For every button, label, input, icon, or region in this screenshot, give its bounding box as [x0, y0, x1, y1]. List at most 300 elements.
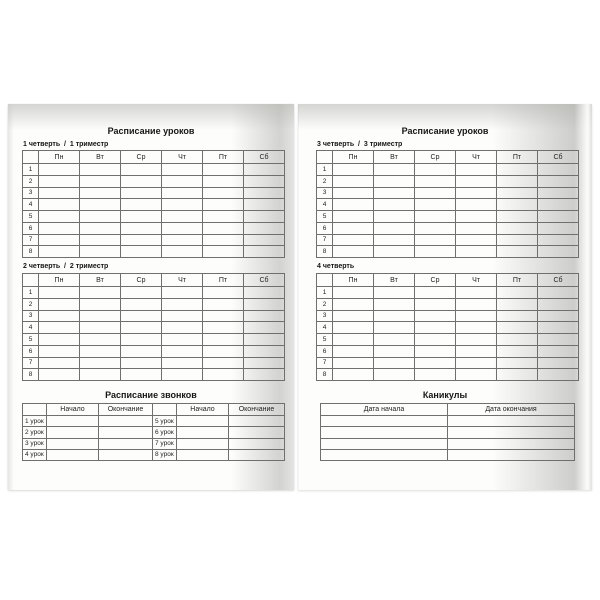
empty-cell — [538, 246, 579, 258]
table-row — [23, 287, 285, 299]
table-row — [317, 345, 579, 357]
header-cell: Пт — [203, 151, 244, 164]
table-row — [317, 222, 579, 234]
empty-cell — [374, 369, 415, 381]
empty-cell — [203, 164, 244, 176]
empty-cell — [162, 310, 203, 322]
table-row — [317, 322, 579, 334]
grid — [320, 403, 575, 461]
label-cell: 4 — [317, 199, 333, 211]
table-row — [23, 322, 285, 334]
empty-cell — [39, 357, 80, 369]
empty-cell — [39, 199, 80, 211]
header-cell: Пт — [497, 274, 538, 287]
empty-cell — [203, 199, 244, 211]
empty-cell — [203, 287, 244, 299]
empty-cell — [244, 246, 285, 258]
empty-cell — [333, 298, 374, 310]
label-cell: 6 — [23, 345, 39, 357]
right-page — [298, 104, 592, 490]
empty-cell — [47, 449, 99, 460]
header-cell: Вт — [80, 274, 121, 287]
label-cell: 5 — [23, 211, 39, 223]
empty-cell — [456, 310, 497, 322]
empty-cell — [39, 334, 80, 346]
empty-cell — [333, 357, 374, 369]
quarter-3-label: 3 четверть / 3 триместр — [317, 141, 403, 148]
empty-cell — [244, 334, 285, 346]
empty-cell — [333, 222, 374, 234]
table-row — [321, 427, 575, 438]
empty-cell — [244, 211, 285, 223]
empty-cell — [538, 357, 579, 369]
empty-cell — [456, 175, 497, 187]
empty-cell — [538, 222, 579, 234]
empty-cell — [415, 357, 456, 369]
empty-cell — [374, 222, 415, 234]
empty-cell — [162, 175, 203, 187]
empty-cell — [39, 345, 80, 357]
header-cell: Чт — [162, 274, 203, 287]
empty-cell — [497, 164, 538, 176]
table-row — [321, 449, 575, 460]
header-cell: Начало — [47, 404, 99, 416]
header-cell: Дата начала — [321, 404, 448, 416]
empty-cell — [244, 357, 285, 369]
empty-cell — [456, 234, 497, 246]
empty-cell — [99, 427, 153, 438]
label-cell: 7 урок — [153, 438, 177, 449]
vacations-title: Каникулы — [422, 390, 468, 400]
table-row — [321, 416, 575, 427]
empty-cell — [321, 427, 448, 438]
label-cell: 4 — [23, 322, 39, 334]
label-cell: 7 — [23, 357, 39, 369]
empty-cell — [39, 175, 80, 187]
table-row — [23, 234, 285, 246]
empty-cell — [538, 334, 579, 346]
empty-cell — [203, 246, 244, 258]
label-cell: 4 — [23, 199, 39, 211]
label-cell: 1 — [317, 164, 333, 176]
table-row — [317, 357, 579, 369]
empty-cell — [80, 298, 121, 310]
table-row — [317, 164, 579, 176]
empty-cell — [80, 211, 121, 223]
empty-cell — [162, 164, 203, 176]
header-cell: Сб — [538, 151, 579, 164]
empty-cell — [203, 175, 244, 187]
empty-cell — [244, 175, 285, 187]
empty-cell — [374, 287, 415, 299]
empty-cell — [39, 164, 80, 176]
empty-cell — [203, 222, 244, 234]
empty-cell — [448, 449, 575, 460]
empty-cell — [374, 298, 415, 310]
table-row — [317, 234, 579, 246]
label-cell: 6 урок — [153, 427, 177, 438]
header-row — [23, 404, 285, 416]
empty-cell — [80, 345, 121, 357]
header-row — [23, 274, 285, 287]
empty-cell — [321, 449, 448, 460]
vacations-table — [320, 403, 574, 461]
empty-cell — [333, 164, 374, 176]
empty-cell — [203, 345, 244, 357]
label-cell: 5 — [317, 211, 333, 223]
header-cell: Ср — [415, 151, 456, 164]
bells-schedule-table — [22, 403, 284, 461]
label-cell: 4 — [317, 322, 333, 334]
empty-cell — [229, 449, 285, 460]
header-cell: Пн — [333, 274, 374, 287]
empty-cell — [162, 246, 203, 258]
empty-cell — [229, 438, 285, 449]
label-cell: 8 — [23, 246, 39, 258]
empty-cell — [121, 298, 162, 310]
empty-cell — [415, 187, 456, 199]
empty-cell — [497, 175, 538, 187]
empty-cell — [162, 345, 203, 357]
empty-cell — [244, 345, 285, 357]
empty-cell — [203, 369, 244, 381]
label-cell: 5 урок — [153, 416, 177, 427]
empty-cell — [415, 322, 456, 334]
page-title: Расписание уроков — [107, 126, 195, 136]
empty-cell — [39, 211, 80, 223]
label-cell: 7 — [317, 357, 333, 369]
empty-cell — [374, 322, 415, 334]
empty-cell — [448, 427, 575, 438]
empty-cell — [456, 345, 497, 357]
label-cell: 8 — [317, 369, 333, 381]
header-cell: Чт — [456, 151, 497, 164]
empty-cell — [244, 234, 285, 246]
empty-cell — [39, 322, 80, 334]
table-row — [23, 449, 285, 460]
lesson-table-quarter-1 — [22, 150, 284, 258]
empty-cell — [415, 234, 456, 246]
header-row — [317, 151, 579, 164]
empty-cell — [47, 416, 99, 427]
header-cell: Чт — [456, 274, 497, 287]
empty-cell — [333, 234, 374, 246]
empty-cell — [244, 322, 285, 334]
empty-cell — [39, 234, 80, 246]
table-row — [23, 427, 285, 438]
header-cell: Пн — [39, 274, 80, 287]
empty-header-cell — [317, 151, 333, 164]
empty-cell — [415, 211, 456, 223]
table-row — [23, 211, 285, 223]
empty-cell — [538, 345, 579, 357]
label-cell: 5 — [317, 334, 333, 346]
label-cell: 2 — [317, 175, 333, 187]
header-cell: Вт — [374, 274, 415, 287]
empty-cell — [80, 334, 121, 346]
empty-cell — [415, 287, 456, 299]
empty-cell — [39, 369, 80, 381]
empty-cell — [121, 187, 162, 199]
empty-cell — [121, 246, 162, 258]
header-row — [23, 151, 285, 164]
grid — [22, 273, 285, 381]
empty-cell — [538, 310, 579, 322]
quarter-2-label: 2 четверть / 2 триместр — [23, 263, 109, 270]
label-cell: 2 урок — [23, 427, 47, 438]
empty-cell — [177, 416, 229, 427]
empty-cell — [121, 199, 162, 211]
empty-cell — [497, 287, 538, 299]
label-cell: 8 урок — [153, 449, 177, 460]
table-row — [321, 438, 575, 449]
table-row — [23, 357, 285, 369]
empty-cell — [121, 234, 162, 246]
label-cell: 3 — [23, 187, 39, 199]
empty-cell — [456, 322, 497, 334]
empty-cell — [456, 222, 497, 234]
empty-cell — [121, 369, 162, 381]
grid — [316, 150, 579, 258]
empty-cell — [80, 287, 121, 299]
empty-cell — [497, 246, 538, 258]
empty-cell — [448, 438, 575, 449]
empty-cell — [203, 334, 244, 346]
empty-cell — [415, 369, 456, 381]
empty-cell — [538, 199, 579, 211]
quarter-1-label: 1 четверть / 1 триместр — [23, 141, 109, 148]
empty-cell — [121, 334, 162, 346]
empty-cell — [203, 310, 244, 322]
header-cell: Дата окончания — [448, 404, 575, 416]
empty-cell — [333, 211, 374, 223]
quarter-4-label: 4 четверть — [317, 263, 355, 270]
empty-header-cell — [317, 274, 333, 287]
table-row — [23, 345, 285, 357]
empty-cell — [374, 199, 415, 211]
empty-cell — [244, 164, 285, 176]
label-cell: 1 — [23, 287, 39, 299]
empty-cell — [162, 287, 203, 299]
grid — [316, 273, 579, 381]
empty-cell — [497, 211, 538, 223]
empty-cell — [538, 287, 579, 299]
header-cell: Ср — [415, 274, 456, 287]
table-row — [317, 246, 579, 258]
label-cell: 6 — [317, 345, 333, 357]
empty-cell — [538, 164, 579, 176]
empty-cell — [497, 322, 538, 334]
empty-cell — [121, 357, 162, 369]
empty-cell — [538, 234, 579, 246]
empty-cell — [415, 222, 456, 234]
header-cell: Сб — [244, 274, 285, 287]
empty-cell — [121, 322, 162, 334]
empty-cell — [162, 187, 203, 199]
empty-cell — [80, 164, 121, 176]
empty-cell — [497, 310, 538, 322]
empty-header-cell — [23, 151, 39, 164]
header-cell: Окончание — [99, 404, 153, 416]
empty-cell — [162, 234, 203, 246]
label-cell: 2 — [317, 298, 333, 310]
empty-cell — [456, 334, 497, 346]
label-cell: 8 — [23, 369, 39, 381]
empty-cell — [415, 310, 456, 322]
empty-cell — [456, 199, 497, 211]
table-row — [23, 175, 285, 187]
header-cell: Чт — [162, 151, 203, 164]
grid — [22, 403, 285, 461]
label-cell: 7 — [317, 234, 333, 246]
table-row — [23, 334, 285, 346]
header-cell: Вт — [80, 151, 121, 164]
label-cell: 8 — [317, 246, 333, 258]
label-cell: 4 урок — [23, 449, 47, 460]
empty-cell — [229, 416, 285, 427]
empty-cell — [244, 298, 285, 310]
header-cell: Сб — [244, 151, 285, 164]
empty-cell — [497, 234, 538, 246]
empty-cell — [321, 416, 448, 427]
header-cell: Вт — [374, 151, 415, 164]
label-cell: 3 — [317, 187, 333, 199]
label-cell: 3 — [317, 310, 333, 322]
header-cell: Сб — [538, 274, 579, 287]
empty-cell — [333, 199, 374, 211]
header-cell: Окончание — [229, 404, 285, 416]
empty-cell — [415, 164, 456, 176]
empty-cell — [333, 322, 374, 334]
header-cell: Ср — [121, 151, 162, 164]
empty-cell — [47, 438, 99, 449]
empty-cell — [244, 310, 285, 322]
lesson-table-quarter-4 — [316, 273, 578, 381]
label-cell: 5 — [23, 334, 39, 346]
empty-cell — [374, 246, 415, 258]
empty-cell — [538, 298, 579, 310]
empty-header-cell — [23, 274, 39, 287]
empty-cell — [80, 175, 121, 187]
empty-cell — [80, 322, 121, 334]
empty-cell — [497, 187, 538, 199]
empty-cell — [538, 369, 579, 381]
empty-cell — [121, 287, 162, 299]
empty-cell — [333, 369, 374, 381]
table-row — [23, 298, 285, 310]
empty-cell — [39, 287, 80, 299]
empty-cell — [374, 334, 415, 346]
label-cell: 3 урок — [23, 438, 47, 449]
empty-cell — [456, 298, 497, 310]
empty-cell — [415, 175, 456, 187]
empty-cell — [203, 298, 244, 310]
empty-cell — [456, 187, 497, 199]
empty-cell — [456, 357, 497, 369]
empty-cell — [497, 298, 538, 310]
empty-cell — [121, 175, 162, 187]
empty-cell — [448, 416, 575, 427]
empty-cell — [47, 427, 99, 438]
empty-cell — [121, 211, 162, 223]
empty-cell — [415, 345, 456, 357]
empty-cell — [80, 369, 121, 381]
empty-cell — [244, 222, 285, 234]
lesson-table-quarter-3 — [316, 150, 578, 258]
label-cell: 6 — [317, 222, 333, 234]
empty-cell — [121, 310, 162, 322]
empty-cell — [333, 287, 374, 299]
empty-cell — [456, 211, 497, 223]
empty-cell — [456, 164, 497, 176]
empty-cell — [177, 438, 229, 449]
empty-cell — [374, 234, 415, 246]
empty-cell — [177, 427, 229, 438]
empty-header-cell — [153, 404, 177, 416]
empty-cell — [244, 187, 285, 199]
header-cell: Пн — [39, 151, 80, 164]
empty-cell — [333, 345, 374, 357]
empty-cell — [162, 222, 203, 234]
header-cell: Начало — [177, 404, 229, 416]
table-row — [23, 438, 285, 449]
empty-cell — [162, 211, 203, 223]
table-row — [317, 369, 579, 381]
empty-cell — [538, 322, 579, 334]
empty-cell — [80, 187, 121, 199]
empty-cell — [80, 357, 121, 369]
empty-cell — [121, 222, 162, 234]
empty-cell — [244, 287, 285, 299]
label-cell: 6 — [23, 222, 39, 234]
empty-cell — [80, 234, 121, 246]
empty-cell — [497, 334, 538, 346]
empty-cell — [162, 369, 203, 381]
empty-cell — [456, 369, 497, 381]
empty-cell — [321, 438, 448, 449]
empty-cell — [99, 438, 153, 449]
empty-cell — [121, 345, 162, 357]
empty-cell — [333, 246, 374, 258]
label-cell: 1 урок — [23, 416, 47, 427]
table-row — [23, 222, 285, 234]
empty-cell — [497, 357, 538, 369]
empty-cell — [497, 199, 538, 211]
label-cell: 7 — [23, 234, 39, 246]
empty-cell — [80, 222, 121, 234]
empty-header-cell — [23, 404, 47, 416]
empty-cell — [333, 187, 374, 199]
empty-cell — [203, 322, 244, 334]
empty-cell — [374, 211, 415, 223]
empty-cell — [162, 357, 203, 369]
empty-cell — [374, 164, 415, 176]
table-row — [23, 199, 285, 211]
table-row — [23, 310, 285, 322]
empty-cell — [538, 175, 579, 187]
label-cell: 1 — [23, 164, 39, 176]
empty-cell — [39, 222, 80, 234]
label-cell: 2 — [23, 298, 39, 310]
empty-cell — [99, 416, 153, 427]
table-row — [317, 199, 579, 211]
empty-cell — [374, 175, 415, 187]
lesson-table-quarter-2 — [22, 273, 284, 381]
table-row — [317, 287, 579, 299]
empty-cell — [374, 310, 415, 322]
empty-cell — [456, 246, 497, 258]
table-row — [23, 246, 285, 258]
